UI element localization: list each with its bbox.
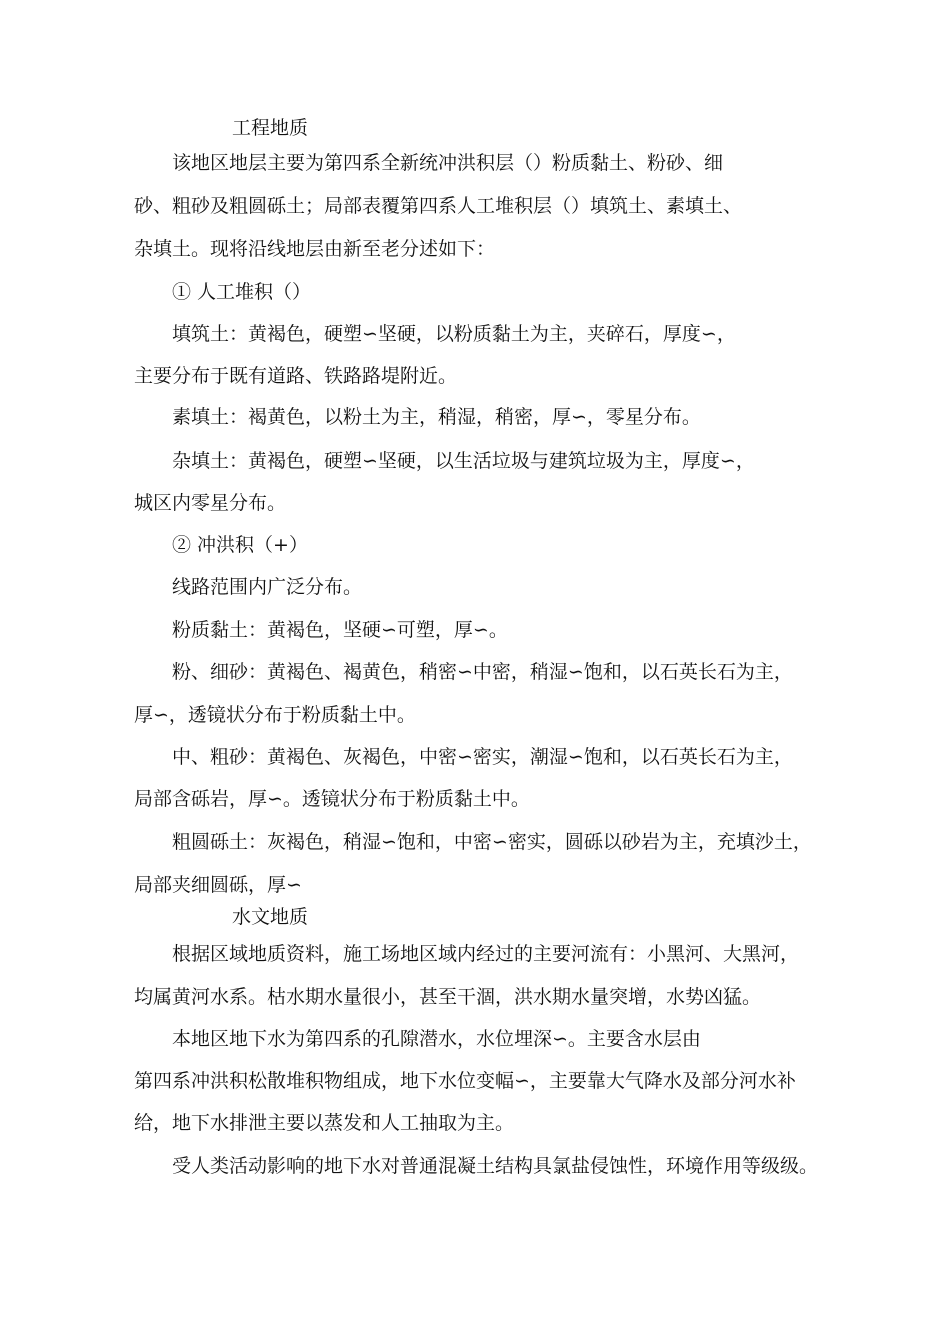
paragraph-line: 粉、细砂：黄褐色、褐黄色，稍密∽中密，稍湿∽饱和，以石英长石为主，	[172, 661, 793, 683]
paragraph-line: 粗圆砾土：灰褐色，稍湿∽饱和，中密∽密实，圆砾以砂岩为主，充填沙土，	[172, 831, 812, 853]
paragraph-line: 局部夹细圆砾，厚∽	[134, 874, 302, 896]
paragraph-line: 砂、粗砂及粗圆砾土；局部表覆第四系人工堆积层（）填筑土、素填土、	[134, 195, 743, 217]
subsection-heading-artificial-fill: ① 人工堆积（）	[172, 281, 312, 303]
paragraph-line: 给，地下水排泄主要以蒸发和人工抽取为主。	[134, 1112, 515, 1134]
paragraph-line: 根据区域地质资料，施工场地区域内经过的主要河流有：小黑河、大黑河，	[172, 943, 800, 965]
paragraph-line: 局部含砾岩，厚∽。透镜状分布于粉质黏土中。	[134, 788, 530, 810]
paragraph-line: 第四系冲洪积松散堆积物组成，地下水位变幅∽，主要靠大气降水及部分河水补	[134, 1070, 796, 1092]
paragraph-line: 杂填土：黄褐色，硬塑∽坚硬，以生活垃圾与建筑垃圾为主，厚度∽，	[172, 450, 755, 472]
section-heading-geology: 工程地质	[232, 117, 309, 139]
paragraph-line: 填筑土：黄褐色，硬塑∽坚硬，以粉质黏土为主，夹碎石，厚度∽，	[172, 323, 736, 345]
paragraph-line: 受人类活动影响的地下水对普通混凝土结构具氯盐侵蚀性，环境作用等级级。	[172, 1155, 819, 1177]
paragraph-line: 本地区地下水为第四系的孔隙潜水，水位埋深∽。主要含水层由	[172, 1028, 701, 1050]
paragraph-line: 粉质黏土：黄褐色，坚硬∽可塑，厚∽。	[172, 619, 508, 641]
paragraph-line: 均属黄河水系。枯水期水量很小，甚至干涸，洪水期水量突增，水势凶猛。	[134, 986, 762, 1008]
paragraph-line: 该地区地层主要为第四系全新统冲洪积层（）粉质黏土、粉砂、细	[172, 152, 724, 174]
paragraph-line: 城区内零星分布。	[134, 492, 287, 514]
paragraph-line: 主要分布于既有道路、铁路路堤附近。	[134, 365, 458, 387]
section-heading-hydrogeology: 水文地质	[232, 906, 309, 928]
subsection-heading-alluvial: ② 冲洪积（+）	[172, 534, 308, 556]
paragraph-line: 中、粗砂：黄褐色、灰褐色，中密∽密实，潮湿∽饱和，以石英长石为主，	[172, 746, 793, 768]
paragraph-line: 素填土：褐黄色，以粉土为主，稍湿，稍密，厚∽，零星分布。	[172, 406, 701, 428]
paragraph-line: 线路范围内广泛分布。	[172, 576, 363, 598]
paragraph-line: 厚∽，透镜状分布于粉质黏土中。	[134, 704, 416, 726]
paragraph-line: 杂填土。现将沿线地层由新至老分述如下：	[134, 238, 496, 260]
